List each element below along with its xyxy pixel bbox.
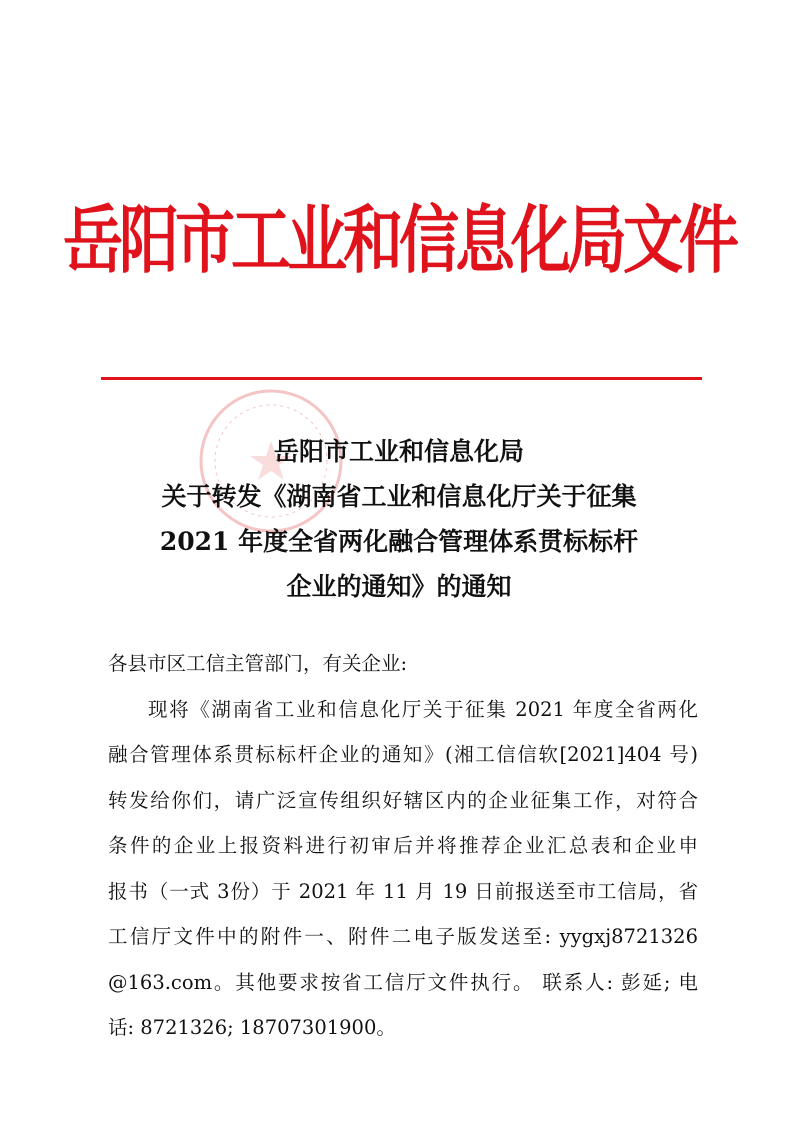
- salutation: 各县市区工信主管部门，有关企业:: [108, 652, 408, 675]
- title-line: 2021 年度全省两化融合管理体系贯标标杆: [159, 527, 639, 556]
- body-line: @163.com。其他要求按省工信厅文件执行。 联系人: 彭延; 电: [108, 970, 698, 994]
- title-line: 企业的通知》的通知: [286, 572, 512, 601]
- title-line: 关于转发《湖南省工业和信息化厅关于征集: [161, 482, 637, 511]
- body-line: 现将《湖南省工业和信息化厅关于征集 2021 年度全省两化: [148, 697, 698, 721]
- notice-body: [108, 641, 698, 1051]
- body-line: 融合管理体系贯标标杆企业的通知》(湘工信信软[2021]404 号): [108, 743, 698, 766]
- body-line: 条件的企业上报资料进行初审后并将推荐企业汇总表和企业申: [108, 834, 698, 857]
- notice-title: [0, 429, 798, 609]
- body-line-last: 话: 8721326; 18707301900。: [108, 1016, 396, 1039]
- red-divider-rule: [101, 377, 702, 380]
- title-line: 岳阳市工业和信息化局: [273, 437, 524, 466]
- masthead-title: 岳阳市工业和信息化局文件: [63, 198, 735, 284]
- body-line: 报书（一式 3份）于 2021 年 11 月 19 日前报送至市工信局，省: [108, 879, 698, 903]
- body-line: 工信厅文件中的附件一、附件二电子版发送至: yygxj8721326: [108, 925, 698, 948]
- body-line: 转发给你们，请广泛宣传组织好辖区内的企业征集工作，对符合: [108, 788, 698, 812]
